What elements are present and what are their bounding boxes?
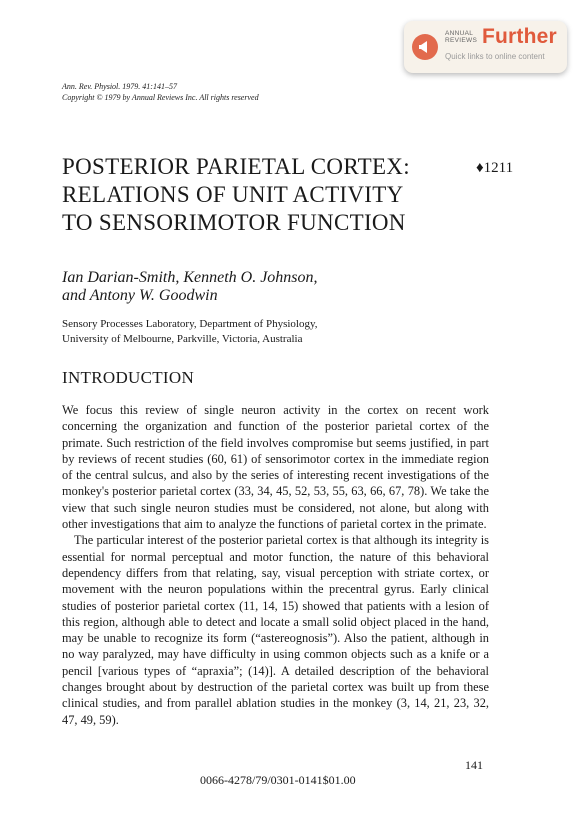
section-heading: INTRODUCTION — [62, 368, 195, 387]
further-badge[interactable] — [404, 21, 567, 73]
annual-reviews-logo-text: ANNUAL REVIEWS — [445, 30, 478, 44]
paragraph: We focus this review of single neuron activity in the cortex on recent work concerning the organization and function of the posterior parietal cortex of the primate. Such restriction of the field involves compromise but seems justified, in part by reviews of recent studies (60, 61) of sensorimotor cortex in the immediate region of the central sulcus, and also by the series of interesting recent investigations of the monkey's posterior parietal cortex (33, 34, 45, 52, 53, 55, 63, 66, 67, 78). We take the view that such single neuron studies must be considered, not alone, but along with other investigations that aim to analyze the functions of parietal cortex in the primate. — [62, 403, 489, 532]
affiliation: Sensory Processes Laboratory, Department of Physiology, University of Melbourne, Parkville, Victoria, Australia — [62, 318, 318, 345]
further-wordmark: Further — [482, 25, 557, 48]
citation-line: Ann. Rev. Physiol. 1979. 41:141–57 — [62, 82, 177, 91]
speaker-icon — [412, 34, 438, 60]
page-number: 141 — [465, 758, 483, 772]
author-list: Ian Darian-Smith, Kenneth O. Johnson, and Antony W. Goodwin — [62, 269, 318, 304]
journal-citation — [62, 81, 259, 103]
footer-code: 0066-4278/79/0301-0141$01.00 — [200, 773, 356, 787]
further-subtitle: Quick links to online content — [445, 52, 545, 61]
article-code: ♦1211 — [476, 160, 514, 176]
body-text — [62, 402, 489, 728]
copyright-line: Copyright © 1979 by Annual Reviews Inc. All rights reserved — [62, 93, 259, 102]
article-title: POSTERIOR PARIETAL CORTEX: RELATIONS OF UNIT ACTIVITY TO SENSORIMOTOR FUNCTION — [62, 154, 410, 235]
paragraph: The particular interest of the posterior parietal cortex is that although its integrity is essential for normal perceptual and motor function, the nature of this behavioral dependency differs from that relating, say, visual perception with striate cortex, or movement with the neuron populations within the precentral gyrus. Early clinical studies of posterior parietal cortex (11, 14, 15) showed that patients with a lesion of this region, although able to detect and locate a small solid object placed in the hand, may be unable to recognize its form (“astereognosis”). Also the patient, although in no way paralyzed, may have difficulty in using common objects such as a knife or a pencil [various types of “apraxia”; (14)]. A detailed description of the behavioral changes brought about by destruction of the parietal cortex was built up from these clinical studies, and from parallel ablation studies in the monkey (3, 14, 21, 23, 32, 47, 49, 59). — [62, 533, 489, 727]
